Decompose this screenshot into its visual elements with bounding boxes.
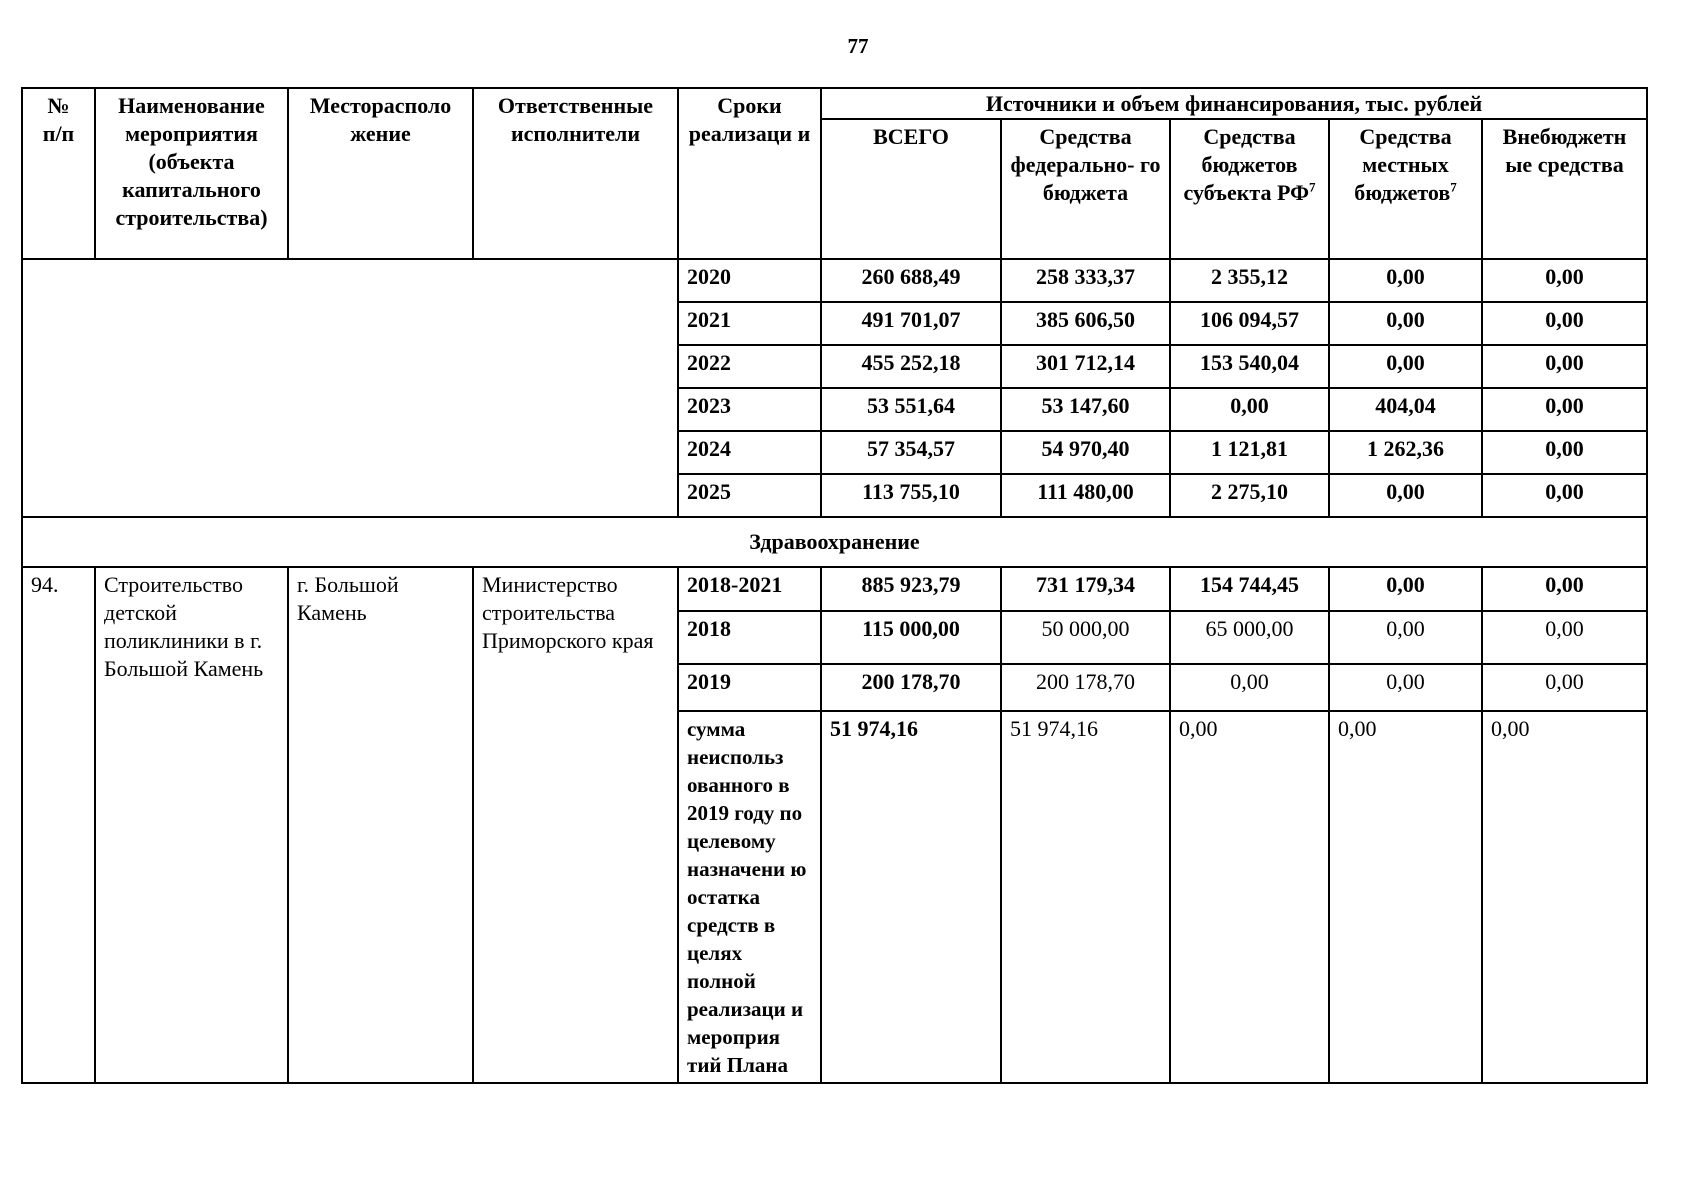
row-subject: 153 540,04 <box>1170 345 1329 388</box>
row-federal: 54 970,40 <box>1001 431 1170 474</box>
row-subject: 65 000,00 <box>1170 611 1329 664</box>
row-federal: 731 179,34 <box>1001 567 1170 611</box>
header-local-footnote: 7 <box>1450 179 1457 195</box>
row-local: 1 262,36 <box>1329 431 1482 474</box>
section-title: Здравоохранение <box>22 517 1647 567</box>
table-row <box>22 259 1647 302</box>
row-off: 0,00 <box>1482 302 1647 345</box>
section-row <box>22 517 1647 567</box>
row-total: 885 923,79 <box>821 567 1001 611</box>
header-terms: Сроки реализаци и <box>678 88 821 259</box>
header-name: Наименование мероприятия (объекта капитального строительства) <box>95 88 288 259</box>
row-total: 200 178,70 <box>821 664 1001 711</box>
item-num: 94. <box>22 567 95 1083</box>
header-row-1 <box>22 88 1647 119</box>
row-total: 260 688,49 <box>821 259 1001 302</box>
row-year: 2019 <box>678 664 821 711</box>
header-federal: Средства федерально- го бюджета <box>1001 119 1170 259</box>
row-off: 0,00 <box>1482 431 1647 474</box>
row-local: 404,04 <box>1329 388 1482 431</box>
row-total: 115 000,00 <box>821 611 1001 664</box>
row-year: 2021 <box>678 302 821 345</box>
header-location: Месторасполо жение <box>288 88 473 259</box>
item-executor: Министерство строительства Приморского края <box>473 567 678 1083</box>
row-year: 2023 <box>678 388 821 431</box>
row-year: 2018 <box>678 611 821 664</box>
row-federal: 50 000,00 <box>1001 611 1170 664</box>
row-local: 0,00 <box>1329 302 1482 345</box>
item-location: г. Большой Камень <box>288 567 473 1083</box>
item-name: Строительство детской поликлиники в г. Большой Камень <box>95 567 288 1083</box>
row-off: 0,00 <box>1482 388 1647 431</box>
row-subject: 154 744,45 <box>1170 567 1329 611</box>
row-total: 51 974,16 <box>821 711 1001 1083</box>
header-subject-label: Средства бюджетов субъекта РФ <box>1183 124 1309 205</box>
header-financing-group: Источники и объем финансирования, тыс. рублей <box>821 88 1647 119</box>
row-subject: 0,00 <box>1170 711 1329 1083</box>
row-off: 0,00 <box>1482 664 1647 711</box>
row-federal: 51 974,16 <box>1001 711 1170 1083</box>
row-subject: 106 094,57 <box>1170 302 1329 345</box>
row-federal: 301 712,14 <box>1001 345 1170 388</box>
row-federal: 258 333,37 <box>1001 259 1170 302</box>
row-total: 455 252,18 <box>821 345 1001 388</box>
row-local: 0,00 <box>1329 474 1482 517</box>
row-year: 2024 <box>678 431 821 474</box>
row-federal: 200 178,70 <box>1001 664 1170 711</box>
header-executors: Ответственные исполнители <box>473 88 678 259</box>
row-off: 0,00 <box>1482 474 1647 517</box>
row-off: 0,00 <box>1482 567 1647 611</box>
row-subject: 0,00 <box>1170 664 1329 711</box>
row-off: 0,00 <box>1482 611 1647 664</box>
row-total: 57 354,57 <box>821 431 1001 474</box>
row-off: 0,00 <box>1482 711 1647 1083</box>
header-total: ВСЕГО <box>821 119 1001 259</box>
row-off: 0,00 <box>1482 345 1647 388</box>
row-federal: 111 480,00 <box>1001 474 1170 517</box>
header-local <box>1329 119 1482 259</box>
row-off: 0,00 <box>1482 259 1647 302</box>
row-federal: 53 147,60 <box>1001 388 1170 431</box>
row-total: 53 551,64 <box>821 388 1001 431</box>
row-year: сумма неиспольз ованного в 2019 году по целевому назначени ю остатка средств в целях полной реализаци и мероприя тий Плана <box>678 711 821 1083</box>
row-local: 0,00 <box>1329 711 1482 1083</box>
row-subject: 2 355,12 <box>1170 259 1329 302</box>
continuation-blank <box>22 259 678 517</box>
financing-table <box>21 87 1648 1084</box>
row-local: 0,00 <box>1329 345 1482 388</box>
header-offbudget: Внебюджетн ые средства <box>1482 119 1647 259</box>
table-row <box>22 567 1647 611</box>
row-local: 0,00 <box>1329 259 1482 302</box>
row-total: 491 701,07 <box>821 302 1001 345</box>
header-subject <box>1170 119 1329 259</box>
row-total: 113 755,10 <box>821 474 1001 517</box>
row-year: 2020 <box>678 259 821 302</box>
header-local-label: Средства местных бюджетов <box>1354 124 1452 205</box>
header-subject-footnote: 7 <box>1308 179 1316 195</box>
row-local: 0,00 <box>1329 567 1482 611</box>
row-federal: 385 606,50 <box>1001 302 1170 345</box>
row-subject: 2 275,10 <box>1170 474 1329 517</box>
row-year: 2025 <box>678 474 821 517</box>
page-number: 77 <box>847 34 869 58</box>
row-local: 0,00 <box>1329 664 1482 711</box>
row-year: 2022 <box>678 345 821 388</box>
header-num: № п/п <box>22 88 95 259</box>
row-local: 0,00 <box>1329 611 1482 664</box>
row-subject: 1 121,81 <box>1170 431 1329 474</box>
row-year: 2018-2021 <box>678 567 821 611</box>
row-subject: 0,00 <box>1170 388 1329 431</box>
